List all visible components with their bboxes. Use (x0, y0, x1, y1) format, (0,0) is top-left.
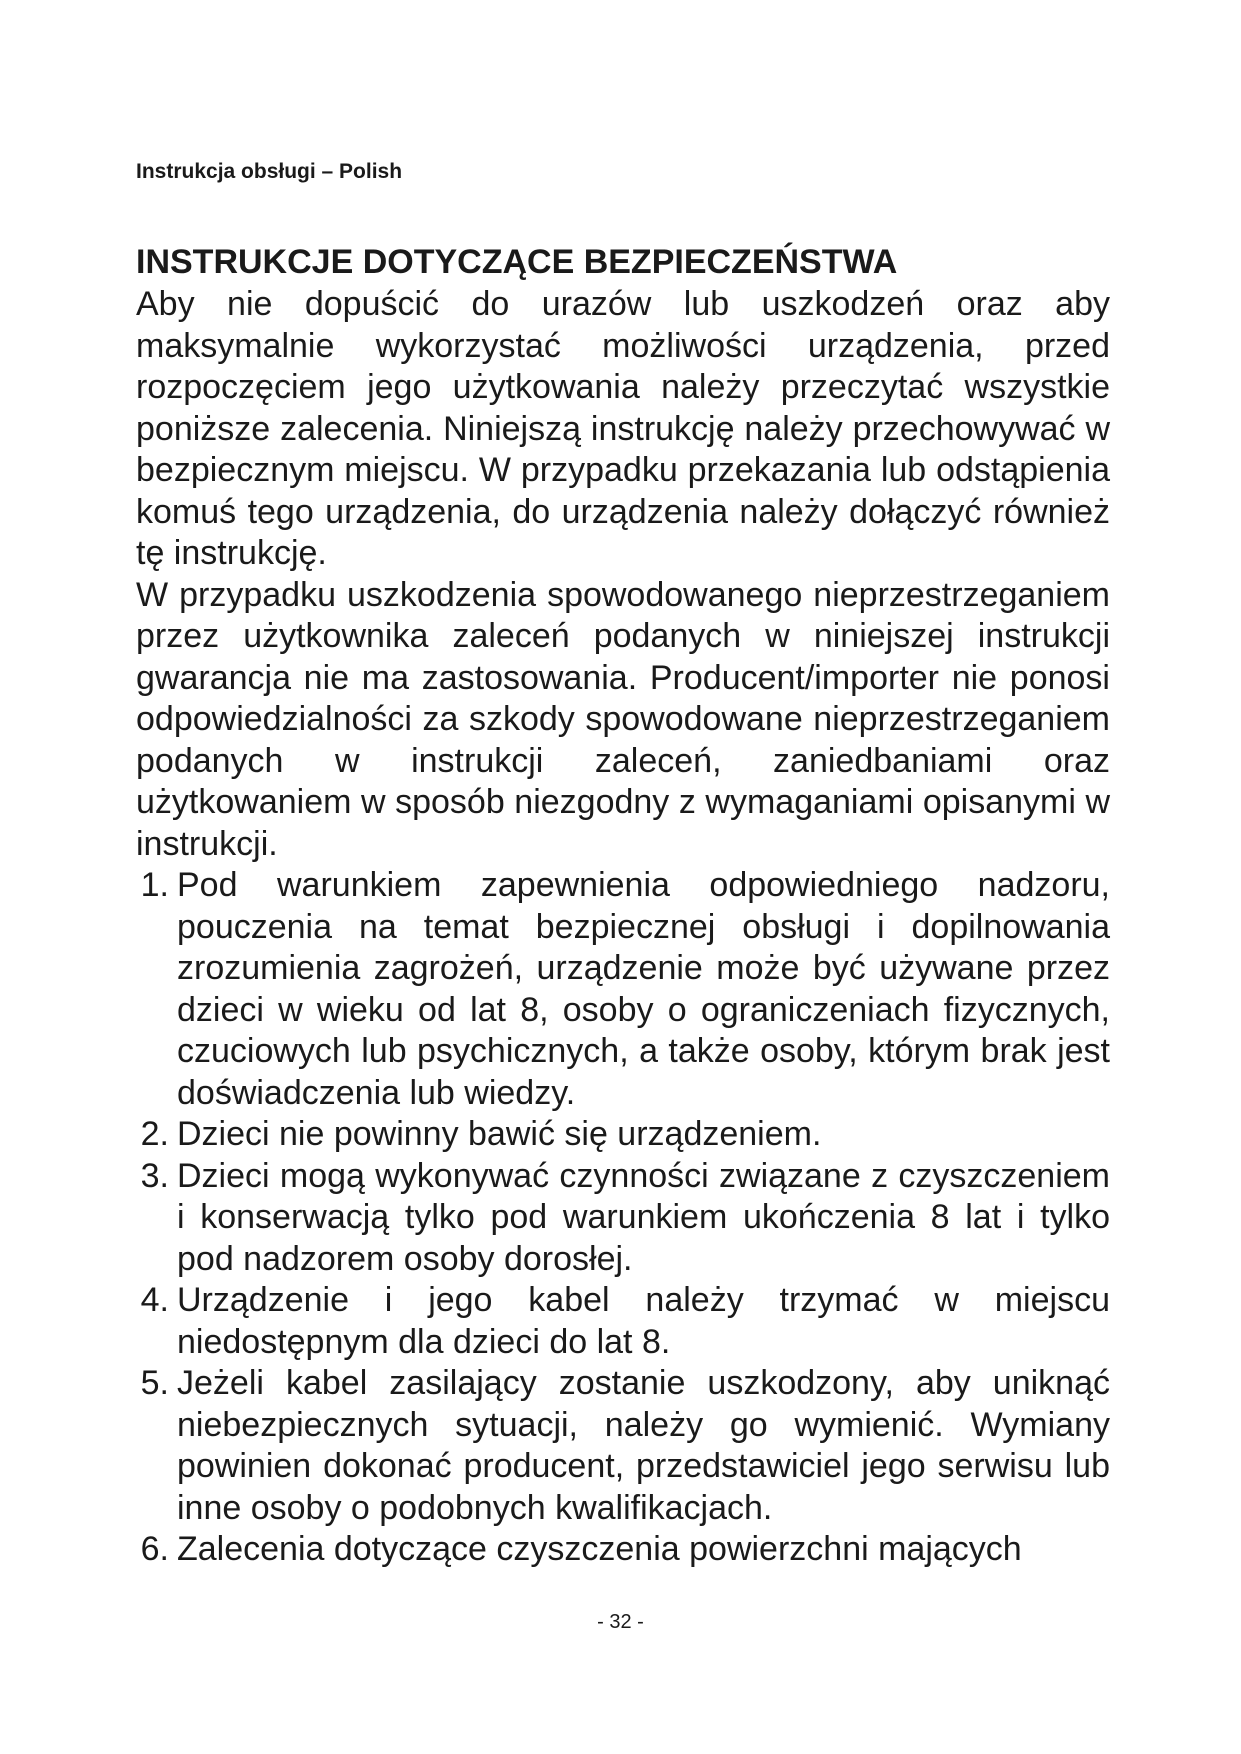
list-item (136, 1280, 1110, 1363)
list-item-text: Pod warunkiem zapewnienia odpowiedniego nadzoru, pouczenia na temat bezpiecznej obsługi i dopilnowania zrozumienia zagrożeń, urządzenie może być używane przez dzieci w wieku od lat 8, osoby o ograniczeniach fizycznych, czuciowych lub psychicznych, a także osoby, którym brak jest doświadczenia lub wiedzy. (177, 866, 1110, 1112)
list-item (136, 1114, 1110, 1156)
list-item-number: 6. (140, 1530, 169, 1568)
list-item-number: 3. (140, 1156, 169, 1195)
list-item-text: Zalecenia dotyczące czyszczenia powierzchni mających (177, 1530, 1022, 1568)
section-title: INSTRUKCJE DOTYCZĄCE BEZPIECZEŃSTWA (136, 243, 898, 281)
page-number: - 32 - (597, 1611, 644, 1633)
safety-rules-list (136, 865, 1110, 1571)
list-item-text: Jeżeli kabel zasilający zostanie uszkodzony, aby uniknąć niebezpiecznych sytuacji, należy go wymienić. Wymiany powinien dokonać producent, przedstawiciel jego serwisu lub inne osoby o podobnych kwalifikacjach. (177, 1364, 1110, 1527)
list-item (136, 1529, 1110, 1571)
safety-section (136, 240, 1110, 1571)
intro-paragraph: Aby nie dopuścić do urazów lub uszkodzeń oraz aby maksymalnie wykorzystać możliwości urządzenia, przed rozpoczęciem jego użytkowania należy przeczytać wszystkie poniższe zalecenia. Niniejszą instrukcję należy przechowywać w bezpiecznym miejscu. W przypadku przekazania lub odstąpienia komuś tego urządzenia, do urządzenia należy dołączyć również tę instrukcję. (136, 285, 1110, 572)
list-item-text: Urządzenie i jego kabel należy trzymać w miejscu niedostępnym dla dzieci do lat 8. (177, 1281, 1110, 1361)
list-item-number: 4. (140, 1281, 169, 1319)
list-item (136, 865, 1110, 1114)
list-item-number: 1. (140, 866, 169, 904)
list-item-number: 5. (140, 1364, 169, 1402)
list-item-text: Dzieci nie powinny bawić się urządzeniem. (177, 1115, 822, 1153)
list-item (136, 1363, 1110, 1529)
list-item (136, 1156, 1110, 1281)
warranty-paragraph: W przypadku uszkodzenia spowodowanego nieprzestrzeganiem przez użytkownika zaleceń podanych w niniejszej instrukcji gwarancja nie ma zastosowania. Producent/importer nie ponosi odpowiedzialności za szkody spowodowane nieprzestrzeganiem podanych w instrukcji zaleceń, zaniedbaniami oraz użytkowaniem w sposób niezgodny z wymaganiami opisanymi w instrukcji. (136, 575, 1110, 863)
list-item-number: 2. (140, 1115, 169, 1153)
list-item-text: Dzieci mogą wykonywać czynności związane z czyszczeniem i konserwacją tylko pod warunkiem ukończenia 8 lat i tylko pod nadzorem osoby dorosłej. (177, 1156, 1110, 1278)
running-header: Instrukcja obsługi – Polish (136, 160, 403, 183)
